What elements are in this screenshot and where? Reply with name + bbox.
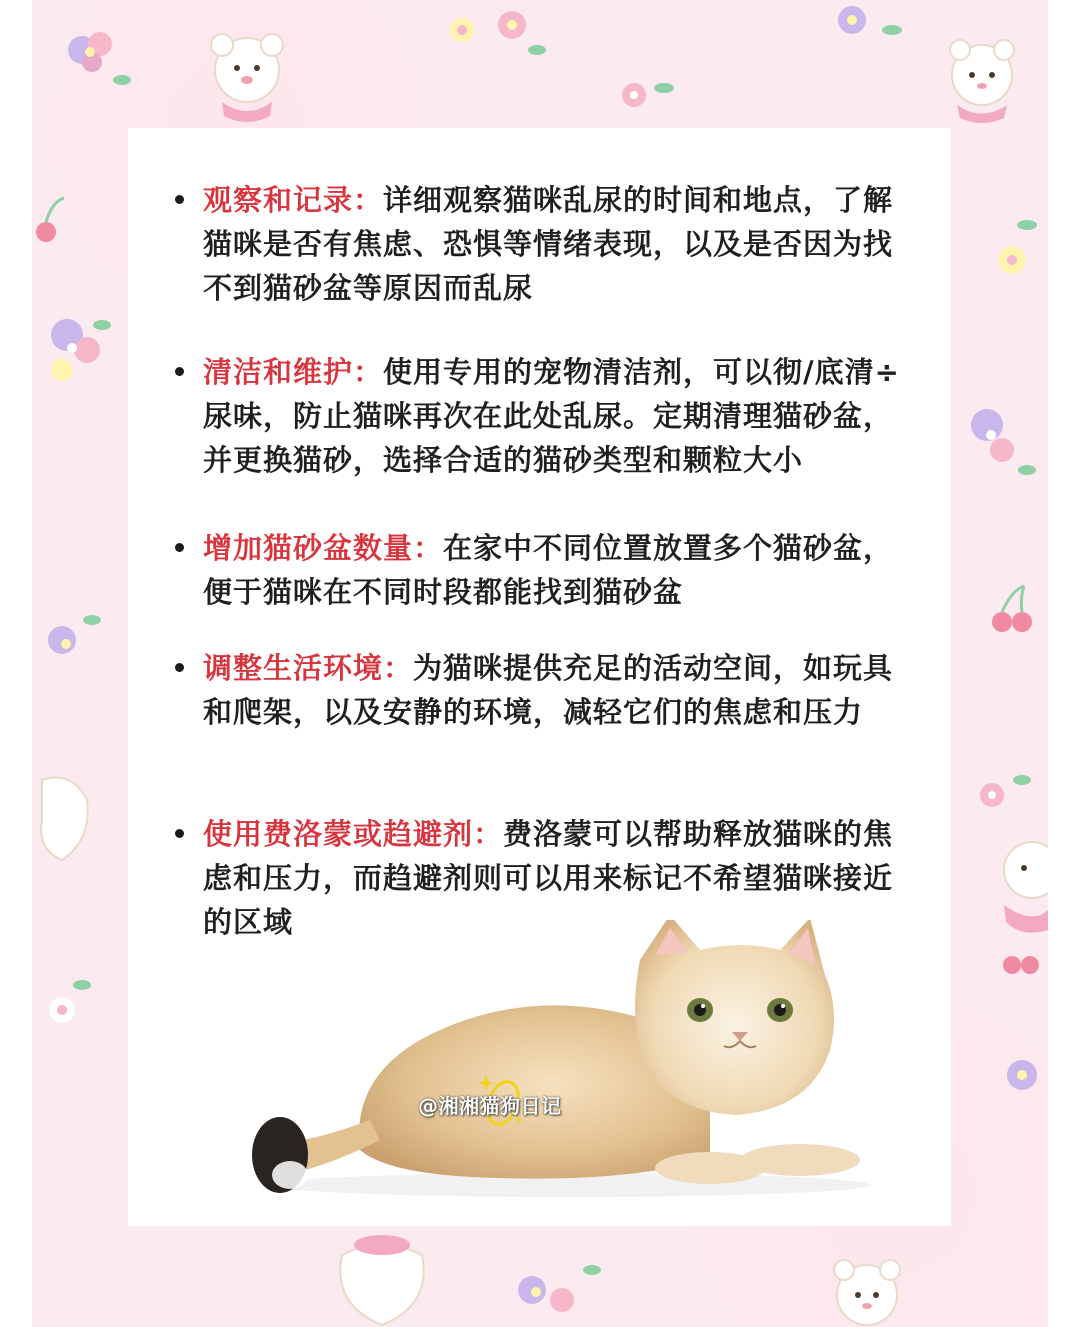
content-card: [128, 128, 951, 1226]
item-text: [203, 646, 915, 734]
cherry-icon: [32, 190, 72, 250]
bullet-icon: [175, 663, 184, 672]
flower-icon: [442, 5, 552, 65]
bear-icon: [922, 30, 1042, 140]
bullet-icon: [175, 195, 184, 204]
item-body: 为猫咪提供充足的活动空间，如玩具和爬架，以及安静的环境，减轻它们的焦虑和压力: [203, 651, 894, 729]
item-label: 使用费洛蒙或趋避剂：: [203, 817, 504, 851]
bear-icon: [322, 1225, 442, 1327]
flower-icon: [502, 1250, 612, 1327]
bullet-icon: [175, 829, 184, 838]
flower-icon: [982, 1040, 1048, 1130]
item-label: 观察和记录：: [203, 183, 384, 217]
flower-icon: [972, 200, 1048, 300]
item-text: [203, 178, 915, 310]
cherry-icon: [972, 580, 1048, 640]
flower-icon: [32, 600, 112, 690]
flower-icon: [52, 20, 142, 100]
bullet-icon: [175, 543, 184, 552]
item-body: 费洛蒙可以帮助释放猫咪的焦虑和压力，而趋避剂则可以用来标记不希望猫咪接近的区域: [203, 817, 894, 939]
flower-icon: [32, 300, 122, 420]
flower-icon: [822, 0, 922, 60]
item-body: 详细观察猫咪乱尿的时间和地点，了解猫咪是否有焦虑、恐惧等情绪表现，以及是否因为找不到猫砂盆等原因而乱尿: [203, 183, 894, 305]
item-text: [203, 526, 915, 614]
flower-icon: [32, 960, 112, 1060]
flower-icon: [947, 390, 1047, 500]
bear-icon: [992, 830, 1048, 980]
item-label: 增加猫砂盆数量：: [203, 531, 444, 565]
item-text: [203, 350, 915, 482]
cat-photo: [240, 920, 880, 1200]
bear-icon: [192, 20, 302, 130]
item-body: 使用专用的宠物清洁剂，可以彻/底清÷尿味，防止猫咪再次在此处乱尿。定期清理猫砂盆，并更换猫砂，选择合适的猫砂类型和颗粒大小: [203, 355, 900, 477]
item-label: 调整生活环境：: [203, 651, 414, 685]
bear-icon: [792, 1240, 942, 1327]
bullet-icon: [175, 367, 184, 376]
watermark-text: @湘湘猫狗日记: [418, 1094, 562, 1118]
item-body: 在家中不同位置放置多个猫砂盆，便于猫咪在不同时段都能找到猫砂盆: [203, 531, 894, 609]
item-label: 清洁和维护：: [203, 355, 384, 389]
flower-icon: [612, 70, 682, 120]
bear-icon: [32, 760, 102, 880]
